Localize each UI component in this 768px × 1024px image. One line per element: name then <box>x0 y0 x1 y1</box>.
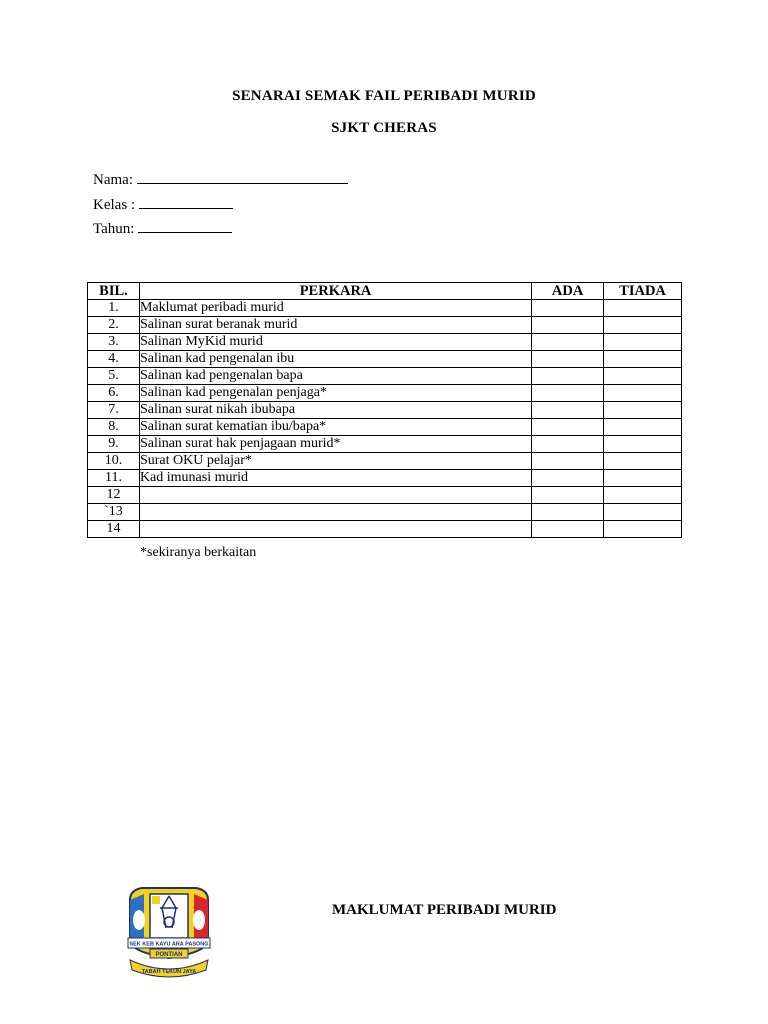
row-tiada-cell[interactable] <box>604 368 682 385</box>
row-perkara: Salinan surat kematian ibu/bapa* <box>139 419 531 436</box>
table-row <box>88 453 682 470</box>
row-tiada-cell[interactable] <box>604 419 682 436</box>
table-row <box>88 487 682 504</box>
footnote: *sekiranya berkaitan <box>140 545 257 560</box>
row-ada-cell[interactable] <box>532 419 604 436</box>
table-row <box>88 470 682 487</box>
table-row <box>88 317 682 334</box>
table-row <box>88 419 682 436</box>
table-row <box>88 351 682 368</box>
row-tiada-cell[interactable] <box>604 402 682 419</box>
crest-banner-top: SEK KEB KAYU ARA PASONG <box>129 941 209 948</box>
row-bil: 7. <box>88 402 140 419</box>
table-row <box>88 521 682 538</box>
row-perkara: Kad imunasi murid <box>139 470 531 487</box>
row-tiada-cell[interactable] <box>604 317 682 334</box>
row-perkara: Surat OKU pelajar* <box>139 453 531 470</box>
crest-banner-mid: PONTIAN <box>155 952 183 958</box>
row-perkara: Salinan surat beranak murid <box>139 317 531 334</box>
row-ada-cell[interactable] <box>532 351 604 368</box>
row-bil: 6. <box>88 385 140 402</box>
tahun-input-line[interactable] <box>138 219 232 233</box>
kelas-input-line[interactable] <box>139 195 233 209</box>
nama-label: Nama: <box>93 172 133 188</box>
row-ada-cell[interactable] <box>532 385 604 402</box>
table-row <box>88 334 682 351</box>
table-row <box>88 300 682 317</box>
table-row <box>88 436 682 453</box>
row-ada-cell[interactable] <box>532 487 604 504</box>
row-perkara <box>139 487 531 504</box>
school-name: SJKT CHERAS <box>331 120 437 136</box>
row-ada-cell[interactable] <box>532 470 604 487</box>
tahun-label: Tahun: <box>93 221 135 237</box>
row-ada-cell[interactable] <box>532 300 604 317</box>
row-bil: 8. <box>88 419 140 436</box>
row-bil: 1. <box>88 300 140 317</box>
row-bil: `13 <box>88 504 140 521</box>
row-bil: 4. <box>88 351 140 368</box>
row-ada-cell[interactable] <box>532 368 604 385</box>
row-perkara: Salinan kad pengenalan penjaga* <box>139 385 531 402</box>
row-perkara: Salinan kad pengenalan bapa <box>139 368 531 385</box>
row-perkara <box>139 521 531 538</box>
row-perkara: Maklumat peribadi murid <box>139 300 531 317</box>
row-ada-cell[interactable] <box>532 436 604 453</box>
row-tiada-cell[interactable] <box>604 351 682 368</box>
school-crest-icon <box>122 878 216 982</box>
row-bil: 14 <box>88 521 140 538</box>
crest-motto: TABAH TEKUN JAYA <box>141 969 197 975</box>
table-row <box>88 368 682 385</box>
table-header-row <box>88 283 682 300</box>
row-perkara: Salinan kad pengenalan ibu <box>139 351 531 368</box>
kelas-field <box>93 195 233 214</box>
row-tiada-cell[interactable] <box>604 470 682 487</box>
row-ada-cell[interactable] <box>532 453 604 470</box>
row-tiada-cell[interactable] <box>604 521 682 538</box>
row-tiada-cell[interactable] <box>604 487 682 504</box>
row-bil: 9. <box>88 436 140 453</box>
row-ada-cell[interactable] <box>532 317 604 334</box>
table-row <box>88 385 682 402</box>
nama-input-line[interactable] <box>137 170 348 184</box>
row-tiada-cell[interactable] <box>604 504 682 521</box>
row-tiada-cell[interactable] <box>604 334 682 351</box>
row-perkara: Salinan MyKid murid <box>139 334 531 351</box>
row-perkara: Salinan surat hak penjagaan murid* <box>139 436 531 453</box>
checklist-table <box>87 282 682 538</box>
document-title: SENARAI SEMAK FAIL PERIBADI MURID <box>232 88 536 104</box>
section-heading: MAKLUMAT PERIBADI MURID <box>332 902 557 918</box>
row-tiada-cell[interactable] <box>604 436 682 453</box>
row-perkara <box>139 504 531 521</box>
table-row <box>88 504 682 521</box>
row-perkara: Salinan surat nikah ibubapa <box>139 402 531 419</box>
kelas-label: Kelas : <box>93 197 136 213</box>
row-bil: 12 <box>88 487 140 504</box>
row-bil: 11. <box>88 470 140 487</box>
tahun-field <box>93 219 232 238</box>
row-ada-cell[interactable] <box>532 402 604 419</box>
nama-field <box>93 170 348 189</box>
row-bil: 5. <box>88 368 140 385</box>
row-bil: 2. <box>88 317 140 334</box>
row-tiada-cell[interactable] <box>604 300 682 317</box>
table-row <box>88 402 682 419</box>
header-perkara: PERKARA <box>139 283 531 300</box>
row-ada-cell[interactable] <box>532 504 604 521</box>
row-ada-cell[interactable] <box>532 334 604 351</box>
row-tiada-cell[interactable] <box>604 453 682 470</box>
row-bil: 10. <box>88 453 140 470</box>
row-ada-cell[interactable] <box>532 521 604 538</box>
row-bil: 3. <box>88 334 140 351</box>
header-bil: BIL. <box>88 283 140 300</box>
header-ada: ADA <box>532 283 604 300</box>
row-tiada-cell[interactable] <box>604 385 682 402</box>
header-tiada: TIADA <box>604 283 682 300</box>
